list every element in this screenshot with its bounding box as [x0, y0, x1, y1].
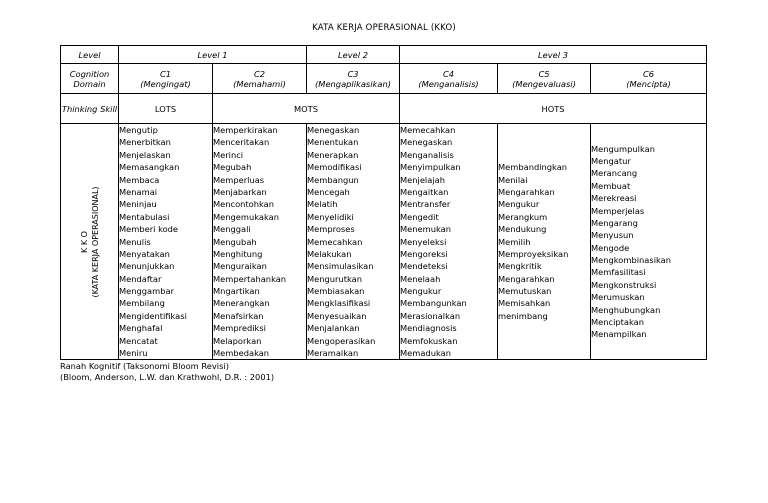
verb-item: Mengumpulkan	[591, 143, 655, 154]
footer-line2: (Bloom, Anderson, L.W. dan Krathwohl, D.R. : 2001)	[60, 372, 275, 382]
verb-item: Mendukung	[498, 224, 547, 235]
thinking-skill-label: Thinking Skill	[61, 94, 119, 124]
verb-item: Menggambar	[119, 286, 174, 297]
side-label-line1: K K O	[79, 230, 89, 253]
domain-c5: C5 (Mengevaluasi)	[498, 64, 591, 94]
verb-item: Menegaskan	[307, 125, 360, 135]
verb-item: Menyelidiki	[307, 211, 354, 222]
verb-item: Meninjau	[119, 199, 157, 210]
verb-item: Mengklasifikasi	[307, 298, 371, 309]
domain-c6: C6 (Mencipta)	[591, 64, 707, 94]
verb-item: Mengutip	[119, 125, 158, 135]
hots-cell: HOTS	[400, 94, 707, 124]
verb-list-c1	[119, 124, 213, 360]
verb-item: Mengedit	[400, 211, 439, 222]
verb-item: Mempertahankan	[213, 273, 287, 284]
kko-side-label	[61, 124, 119, 360]
verb-item: Menceritakan	[213, 137, 270, 148]
verb-item: Menyusun	[591, 230, 634, 241]
verb-list-c6	[591, 124, 707, 360]
verb-item: Memperluas	[213, 174, 265, 185]
verb-item: Merangkum	[498, 211, 548, 222]
verb-item: Memilih	[498, 236, 531, 247]
verb-item: Mengukur	[498, 199, 540, 210]
verb-item: Melatih	[307, 199, 338, 210]
verb-item: Memperjelas	[591, 205, 645, 216]
verb-item: Mengaitkan	[400, 186, 449, 197]
verb-item: Memasangkan	[119, 162, 180, 173]
verb-item: Menjabarkan	[213, 186, 267, 197]
verb-item: menimbang	[498, 310, 548, 321]
verb-item: Menilai	[498, 174, 528, 185]
verb-item: Mendeteksi	[400, 261, 448, 272]
verb-item: Menganalisis	[400, 149, 454, 160]
verb-item: Membilang	[119, 298, 165, 309]
level-1-header: Level 1	[119, 46, 307, 64]
verb-item: Menyimpulkan	[400, 162, 461, 173]
verb-item: Mengarang	[591, 217, 638, 228]
verb-list-c4	[400, 124, 498, 360]
verb-item: Menafsirkan	[213, 310, 264, 321]
verb-item: Membiasakan	[307, 286, 365, 297]
footer-note	[60, 361, 274, 383]
level-3-header: Level 3	[400, 46, 707, 64]
verb-item: Membaca	[119, 174, 160, 185]
verb-item: Memisahkan	[498, 298, 551, 309]
verb-list-c2	[213, 124, 307, 360]
verb-item: Mentransfer	[400, 199, 451, 210]
verb-item: Menjalankan	[307, 323, 360, 334]
verb-item: Menunjukkan	[119, 261, 175, 272]
verb-item: Mengurutkan	[307, 273, 362, 284]
verb-item: Menciptakan	[591, 317, 644, 328]
verb-item: Merumuskan	[591, 292, 645, 303]
verb-item: Memfokuskan	[400, 335, 458, 346]
document-title: KATA KERJA OPERASIONAL (KKO)	[312, 23, 456, 33]
verb-item: Mengarahkan	[498, 273, 555, 284]
verb-item: Menegaskan	[400, 137, 453, 148]
verb-item: Merasionalkan	[400, 310, 461, 321]
verb-item: Meniru	[119, 348, 148, 359]
side-label-line2: (KATA KERJA OPERASIONAL)	[90, 186, 100, 298]
verb-item: Memproyeksikan	[498, 248, 569, 259]
cognition-label-line1: Cognition	[69, 68, 110, 79]
verb-item: Mendaftar	[119, 273, 162, 284]
verb-item: Menerangkan	[213, 298, 270, 309]
verb-item: Mngartikan	[213, 286, 260, 297]
verb-item: Membangun	[307, 174, 359, 185]
kko-table	[60, 45, 707, 360]
verb-item: Memutuskan	[498, 286, 552, 297]
domain-c2: C2 (Memahami)	[213, 64, 307, 94]
mots-cell: MOTS	[213, 94, 400, 124]
verb-item: Mengukur	[400, 286, 442, 297]
verb-list-c5	[498, 124, 591, 360]
kko-row	[61, 124, 707, 360]
verb-item: Menguraikan	[213, 261, 267, 272]
verb-item: Menghitung	[213, 248, 263, 259]
verb-item: Mencontohkan	[213, 199, 275, 210]
verb-item: Merinci	[213, 149, 244, 160]
verb-item: Megubah	[213, 162, 252, 173]
verb-item: Menerapkan	[307, 149, 359, 160]
verb-item: Menyatakan	[119, 248, 170, 259]
domain-c3: C3 (Mengaplikasikan)	[307, 64, 400, 94]
verb-item: Memproses	[307, 224, 355, 235]
verb-item: Menggali	[213, 224, 251, 235]
verb-item: Menjelajah	[400, 174, 445, 185]
verb-item: Memfasilitasi	[591, 267, 646, 278]
verb-item: Menulis	[119, 236, 151, 247]
verb-item: Menjelaskan	[119, 149, 171, 160]
level-row	[61, 46, 707, 64]
verb-item: Mencegah	[307, 186, 350, 197]
verb-item: Mendiagnosis	[400, 323, 457, 334]
verb-item: Merekreasi	[591, 193, 637, 204]
verb-item: Menampilkan	[591, 329, 647, 340]
verb-item: Mensimulasikan	[307, 261, 374, 272]
level-2-header: Level 2	[307, 46, 400, 64]
lots-cell: LOTS	[119, 94, 213, 124]
verb-item: Mengidentifikasi	[119, 310, 187, 321]
verb-item: Memadukan	[400, 348, 451, 359]
verb-item: Mengoreksi	[400, 248, 448, 259]
verb-list-c3	[307, 124, 400, 360]
verb-item: Mengkritik	[498, 261, 542, 272]
domain-c4: C4 (Menganalisis)	[400, 64, 498, 94]
verb-item: Meramalkan	[307, 348, 359, 359]
verb-item: Membangunkan	[400, 298, 467, 309]
verb-item: Memperkirakan	[213, 125, 278, 135]
verb-item: Menemukan	[400, 224, 451, 235]
cognition-label-line2: Domain	[73, 78, 106, 89]
verb-item: Memecahkan	[400, 125, 456, 135]
verb-item: Menyesuaikan	[307, 310, 367, 321]
verb-item: Mengkombinasikan	[591, 255, 671, 266]
verb-item: Mengemukakan	[213, 211, 279, 222]
cognition-row	[61, 64, 707, 94]
verb-item: Mencatat	[119, 335, 158, 346]
level-label: Level	[61, 46, 119, 64]
verb-item: Mengubah	[213, 236, 257, 247]
verb-item: Mengkonstruksi	[591, 279, 657, 290]
verb-item: Mengode	[591, 242, 630, 253]
footer-line1: Ranah Kognitif (Taksonomi Bloom Revisi)	[60, 361, 229, 371]
verb-item: Menyeleksi	[400, 236, 447, 247]
verb-item: Membandingkan	[498, 162, 568, 173]
domain-c1: C1 (Mengingat)	[119, 64, 213, 94]
verb-item: Menghafal	[119, 323, 163, 334]
verb-item: Menerbitkan	[119, 137, 171, 148]
verb-item: Mengoperasikan	[307, 335, 376, 346]
verb-item: Menghubungkan	[591, 304, 661, 315]
verb-item: Membuat	[591, 180, 631, 191]
verb-item: Menentukan	[307, 137, 359, 148]
verb-item: Mengatur	[591, 155, 631, 166]
verb-item: Merancang	[591, 168, 638, 179]
verb-item: Melakukan	[307, 248, 352, 259]
verb-item: Mentabulasi	[119, 211, 170, 222]
verb-item: Memecahkan	[307, 236, 363, 247]
verb-item: Membedakan	[213, 348, 270, 359]
verb-item: Melaporkan	[213, 335, 262, 346]
thinking-skill-row	[61, 94, 707, 124]
verb-item: Memodifikasi	[307, 162, 362, 173]
verb-item: Memberi kode	[119, 224, 179, 235]
cognition-domain-label	[61, 64, 119, 94]
verb-item: Mengarahkan	[498, 186, 555, 197]
verb-item: Memprediksi	[213, 323, 266, 334]
verb-item: Menamai	[119, 186, 158, 197]
verb-item: Menelaah	[400, 273, 441, 284]
